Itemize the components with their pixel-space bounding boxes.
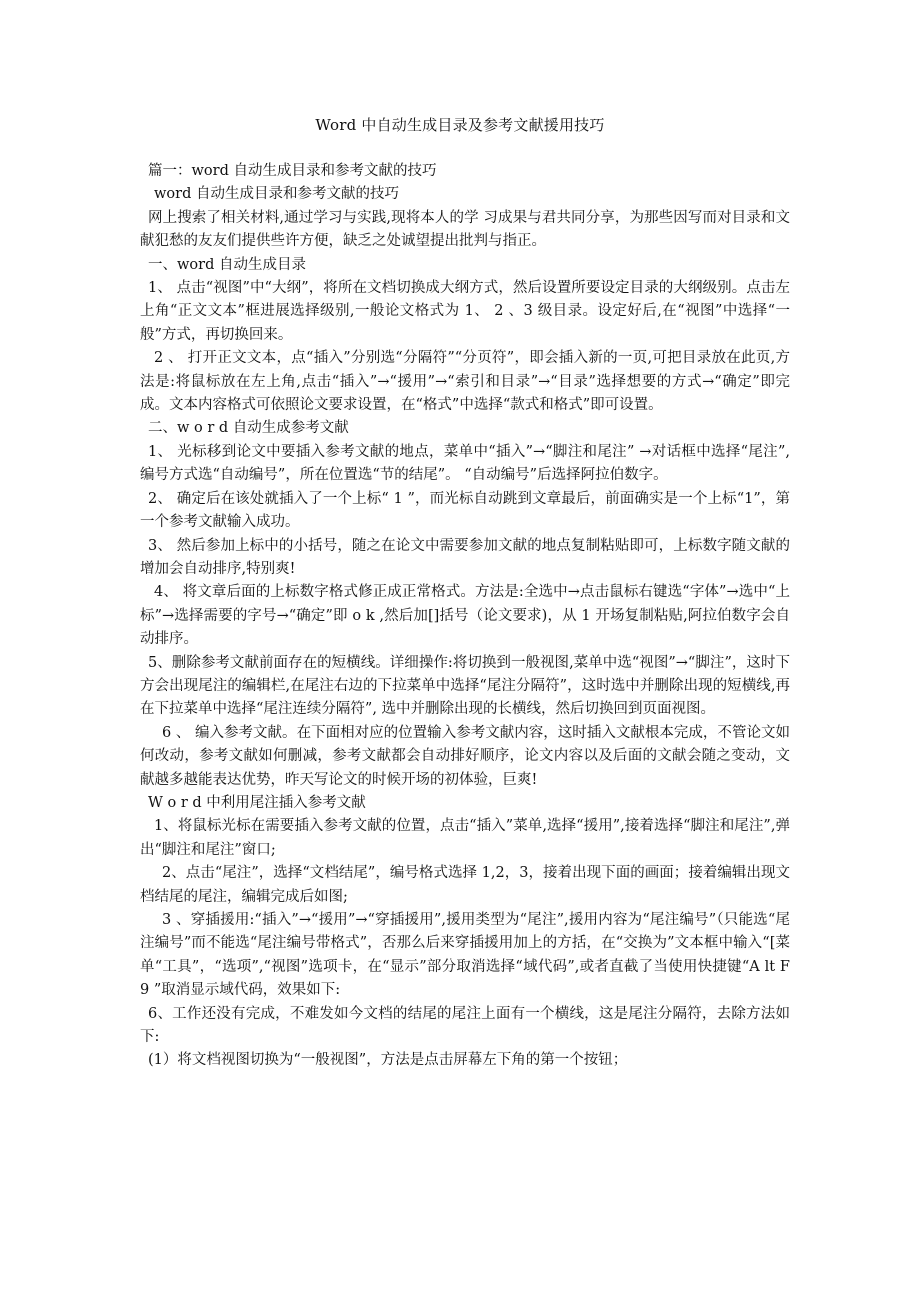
paragraph-14: W o r d 中利用尾注插入参考文献 [148, 794, 366, 811]
paragraph-13: 6 、 编入参考文献。在下面相对应的位置输入参考文献内容，这时插入文献根本完成，不管论文如何改动，参考文献如何删减，参考文献都会自动排好顺序，论文内容以及后面的文献会随之变动，文献越多越能表达优势，昨天写论文的时候开场的初体验，巨爽! [140, 724, 790, 788]
paragraph-5: 1、 点击“视图”中“大纲”，将所在文档切换成大纲方式，然后设置所要设定目录的大纲级别。点击左上角“正文文本”框进展选择级别,一般论文格式为 1、 2 、3 级目录。设定好后,在“视图”中选择“一般”方式，再切换回来。 [140, 280, 790, 343]
paragraph-12: 5、删除参考文献前面存在的短横线。详细操作:将切换到一般视图,菜单中选“视图”→“脚注”，这时下方会出现尾注的编辑栏,在尾注右边的下拉菜单中选择“尾注分隔符”，这时选中并删除出现的短横线,再在下拉菜单中选择“尾注连续分隔符”, 选中并删除出现的长横线，然后切换回到页面视图。 [140, 654, 790, 718]
paragraph-11: 4、 将文章后面的上标数字格式修正成正常格式。方法是:全选中→点击鼠标右键选“字体”→选中“上标”→选择需要的字号→“确定”即 o k ,然后加[]括号（论文要求)，从 1 开场复制粘贴,阿拉伯数字会自动排序。 [140, 584, 790, 648]
paragraph-15: 1、将鼠标光标在需要插入参考文献的位置，点击“插入”菜单,选择“援用”,接着选择“脚注和尾注”,弹出“脚注和尾注”窗口; [140, 818, 790, 858]
paragraph-3: 网上搜索了相关材料,通过学习与实践,现将本人的学 习成果与君共同分享，为那些因写而对目录和文献犯愁的友友们提供些许方便，缺乏之处诚望提出批判与指正。 [140, 209, 790, 250]
document-title: Word 中自动生成目录及参考文献援用技巧 [315, 116, 605, 134]
paragraph-8: 1、 光标移到论文中要插入参考文献的地点，菜单中“插入”→“脚注和尾注” →对话框中选择“尾注”,编号方式选“自动编号”，所在位置选“节的结尾”。 “自动编号”后选择阿拉伯数字。 [140, 443, 790, 484]
paragraph-18: 6、工作还没有完成，不难发如今文档的结尾的尾注上面有一个横线，这是尾注分隔符，去除方法如下: [140, 1005, 790, 1046]
paragraph-17: 3 、穿插援用:“插入”→“援用”→“穿插援用”,援用类型为“尾注”,援用内容为“尾注编号”（只能选“尾注编号”而不能选“尾注编号带格式”，否那么后来穿插援用加上的方括，在“交换为”文本框中输入“[菜单“工具”，“选项”,“视图”选项卡，在“显示”部分取消选择“域代码”,或者直截了当使用快捷键“A lt F 9 ”取消显示域代码，效果如下: [140, 912, 790, 999]
paragraph-2: word 自动生成目录和参考文献的技巧 [154, 186, 399, 203]
paragraph-4: 一、word 自动生成目录 [148, 256, 306, 273]
document-body [140, 160, 790, 1073]
paragraph-6: 2 、 打开正文文本，点“插入”分别选“分隔符”“分页符”，即会插入新的一页,可把目录放在此页,方法是:将鼠标放在左上角,点击“插入”→“援用”→“索引和目录”→“目录”选择想要的方式→“确定”即完成。文本内容格式可依照论文要求设置，在“格式”中选择“款式和格式”即可设置。 [140, 350, 790, 414]
paragraph-16: 2、点击“尾注”，选择“文档结尾”，编号格式选择 1,2，3，接着出现下面的画面；接着编辑出现文档结尾的尾注，编辑完成后如图; [140, 865, 790, 905]
paragraph-1: 篇一：word 自动生成目录和参考文献的技巧 [148, 163, 437, 179]
paragraph-19: (1）将文档视图切换为“一般视图”，方法是点击屏幕左下角的第一个按钮； [148, 1052, 628, 1069]
paragraph-10: 3、 然后参加上标中的小括号，随之在论文中需要参加文献的地点复制粘贴即可，上标数字随文献的增加会自动排序,特别爽! [140, 537, 790, 577]
paragraph-9: 2、 确定后在该处就插入了一个上标“ 1 ”，而光标自动跳到文章最后，前面确实是一个上标“1”，第一个参考文献输入成功。 [140, 490, 790, 531]
paragraph-7: 二、w o r d 自动生成参考文献 [148, 420, 349, 437]
